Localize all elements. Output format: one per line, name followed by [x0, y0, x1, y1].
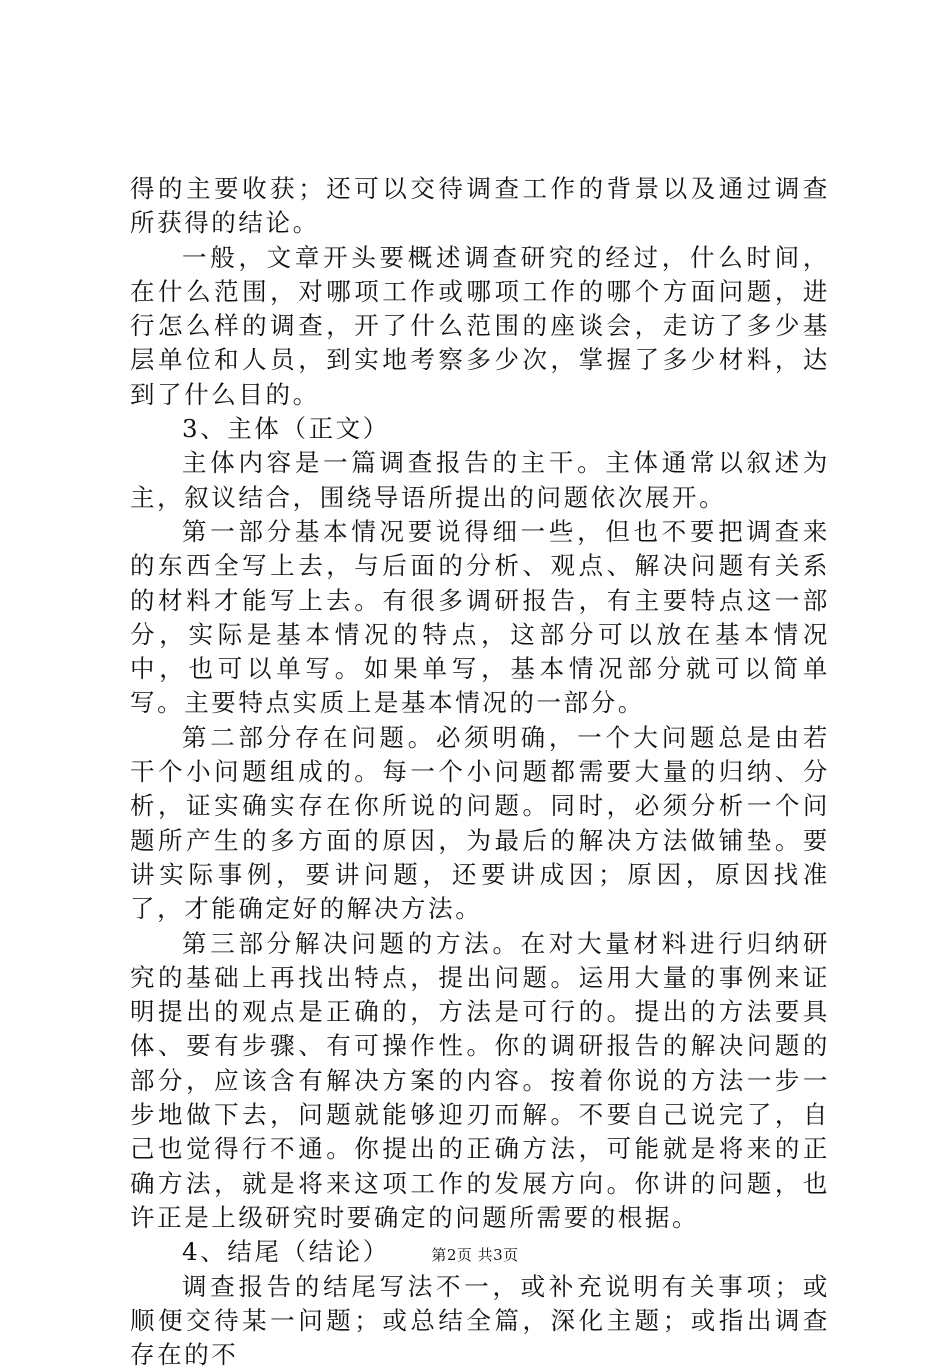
paragraph-introduction-overview: 一般，文章开头要概述调查研究的经过，什么时间，在什么范围，对哪项工作或哪项工作的哪个方面问题，进行怎么样的调查，开了什么范围的座谈会，走访了多少基层单位和人员，到实地考察多少次，掌握了多少材料，达到了什么目的。: [130, 241, 830, 412]
paragraph-part-one-basic-situation: 第一部分基本情况要说得细一些，但也不要把调查来的东西全写上去，与后面的分析、观点、解决问题有关系的材料才能写上去。有很多调研报告，有主要特点这一部分，实际是基本情况的特点，这部分可以放在基本情况中，也可以单写。如果单写，基本情况部分就可以简单写。主要特点实质上是基本情况的一部分。: [130, 515, 830, 721]
page-number-footer: 第2页 共3页: [0, 1244, 950, 1265]
document-body: [130, 172, 830, 1372]
paragraph-part-two-existing-problems: 第二部分存在问题。必须明确，一个大问题总是由若干个小问题组成的。每一个小问题都需要大量的归纳、分析，证实确实存在你所说的问题。同时，必须分析一个问题所产生的多方面的原因，为最后的解决方法做铺垫。要讲实际事例，要讲问题，还要讲成因；原因，原因找准了，才能确定好的解决方法。: [130, 721, 830, 927]
paragraph-conclusion-writing: 调查报告的结尾写法不一，或补充说明有关事项；或顺便交待某一问题；或总结全篇，深化主题；或指出调查存在的不: [130, 1270, 830, 1372]
section-heading-conclusion: 4、结尾（结论）: [130, 1235, 830, 1269]
paragraph-continuation: 得的主要收获；还可以交待调查工作的背景以及通过调查所获得的结论。: [130, 172, 830, 241]
paragraph-part-three-solutions: 第三部分解决问题的方法。在对大量材料进行归纳研究的基础上再找出特点，提出问题。运用大量的事例来证明提出的观点是正确的，方法是可行的。提出的方法要具体、要有步骤、有可操作性。你的调研报告的解决问题的部分，应该含有解决方案的内容。按着你说的方法一步一步地做下去，问题就能够迎刃而解。不要自己说完了，自己也觉得行不通。你提出的正确方法，可能就是将来的正确方法，就是将来这项工作的发展方向。你讲的问题，也许正是上级研究时要确定的问题所需要的根据。: [130, 927, 830, 1236]
paragraph-main-body-content: 主体内容是一篇调查报告的主干。主体通常以叙述为主，叙议结合，围绕导语所提出的问题依次展开。: [130, 446, 830, 515]
section-heading-main-body: 3、主体（正文）: [130, 412, 830, 446]
